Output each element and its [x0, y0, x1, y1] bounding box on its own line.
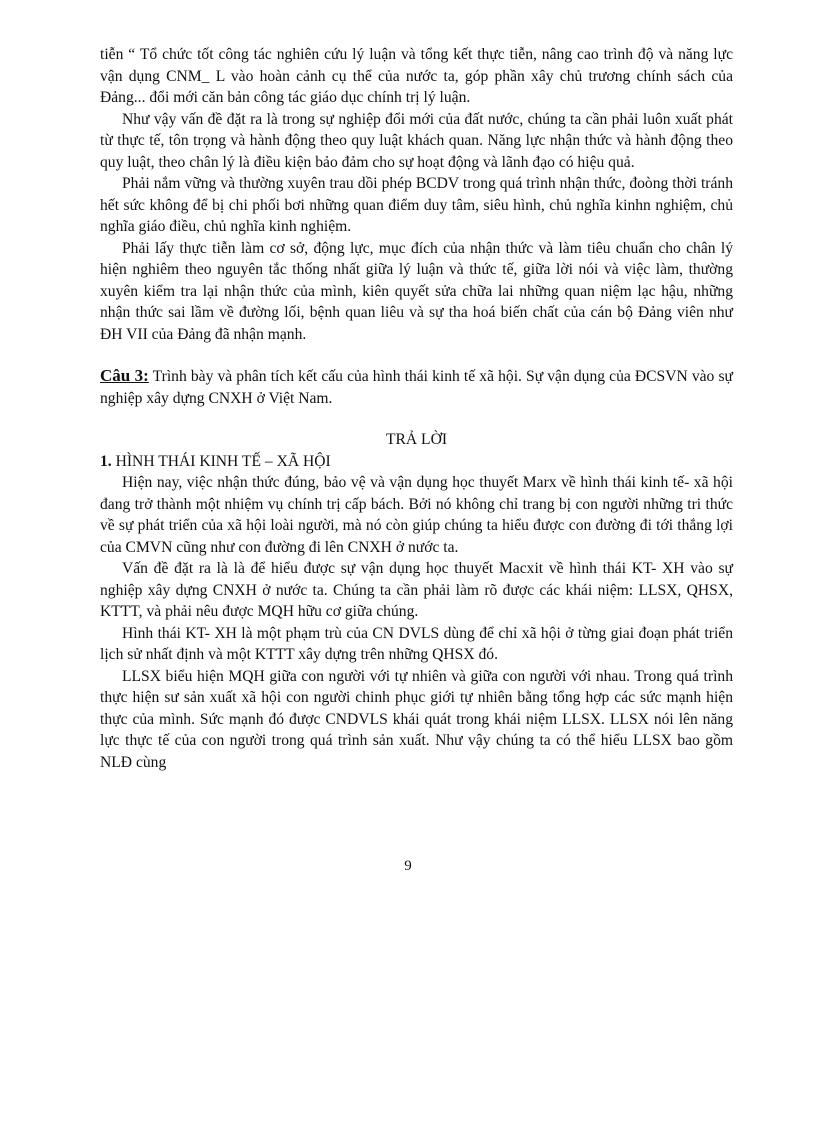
section-heading	[100, 451, 733, 473]
paragraph-2: Như vậy vấn đề đặt ra là trong sự nghiệp đổi mới của đất nước, chúng ta cần phải luôn xuất phát từ thực tế, tôn trọng và hành động theo quy luật khách quan. Năng lực nhận thức và hành động theo quy luật, theo chân lý là điều kiện bảo đảm cho sự hoạt động và lãnh đạo có hiệu quả.	[100, 110, 733, 171]
question-text: Trình bày và phân tích kết cấu của hình thái kinh tế xã hội. Sự vận dụng của ĐCSVN vào sự nghiệp xây dựng CNXH ở Việt Nam.	[100, 368, 733, 407]
section-number: 1.	[100, 452, 112, 470]
question-label: Câu 3:	[100, 366, 149, 385]
section-paragraph-4: LLSX biểu hiện MQH giữa con người với tự nhiên và giữa con người với nhau. Trong quá trình thực hiện sư sản xuất xã hội con người chinh phục giới tự nhiên bằng tổng hợp các sức mạnh hiện thực của mình. Sức mạnh đó được CNDVLS khái quát trong khái niệm LLSX. LLSX nói lên năng lực thực tế của con người trong quá trình sản xuất. Như vậy chúng ta có thể hiểu LLSX bao gồm NLĐ cùng	[100, 667, 733, 771]
section-paragraph-3: Hình thái KT- XH là một phạm trù của CN DVLS dùng để chỉ xã hội ở từng giai đoạn phát triển lịch sử nhất định và một KTTT xây dựng trên những QHSX đó.	[100, 624, 733, 663]
section-paragraph-1: Hiện nay, việc nhận thức đúng, bảo vệ và vận dụng học thuyết Marx về hình thái kinh tế- xã hội đang trở thành một nhiệm vụ chính trị cấp bách. Bởi nó không chỉ trang bị con người những tri thức về sự phát triển của xã hội loài người, mà nó còn giúp chúng ta hiểu được con đường đi tới thắng lợi của CMVN cũng như con đường đi lên CNXH ở nước ta.	[100, 474, 733, 556]
document-page	[100, 44, 733, 773]
paragraph-4: Phải lấy thực tiễn làm cơ sở, động lực, mục đích của nhận thức và làm tiêu chuẩn cho chân lý hiện nghiêm theo nguyên tắc thống nhất giữa lý luận và thức tế, giữa lời nói và việc làm, thường xuyên kiểm tra lại nhận thức của mình, kiên quyết sửa chữa lai những quan niệm lạc hậu, những nhận thức sai lầm về đường lối, bệnh quan liêu và sự tha hoá biến chất của cán bộ Đảng viên như ĐH VII của Đảng đã nhận mạnh.	[100, 239, 733, 343]
answer-title: TRẢ LỜI	[385, 431, 448, 448]
question-3	[100, 365, 733, 409]
paragraph-1: tiễn “ Tổ chức tốt công tác nghiên cứu lý luận và tổng kết thực tiễn, nâng cao trình độ và năng lực vận dụng CNM_ L vào hoàn cảnh cụ thể của nước ta, góp phần xây chủ trương chính sách của Đảng... đổi mới căn bản công tác giáo dục chính trị lý luận.	[100, 46, 733, 106]
section-paragraph-2: Vấn đề đặt ra là là để hiểu được sự vận dụng học thuyết Macxit về hình thái KT- XH vào sự nghiệp xây dựng CNXH ở nước ta. Chúng ta cần phải làm rõ được các khái niệm: LLSX, QHSX, KTTT, và phải nêu được MQH hữu cơ giữa chúng.	[100, 560, 733, 620]
page-number: 9	[404, 858, 412, 874]
paragraph-3: Phải nắm vững và thường xuyên trau dồi phép BCDV trong quá trình nhận thức, đoòng thời tránh hết sức không để bị chi phối bơi những quan điểm duy tâm, siêu hình, chủ nghĩa kinhn nghiệm, chủ nghĩa giáo điều, chủ nghĩa kinh nghiệm.	[100, 175, 733, 235]
section-title: HÌNH THÁI KINH TẾ – XÃ HỘI	[111, 452, 331, 470]
